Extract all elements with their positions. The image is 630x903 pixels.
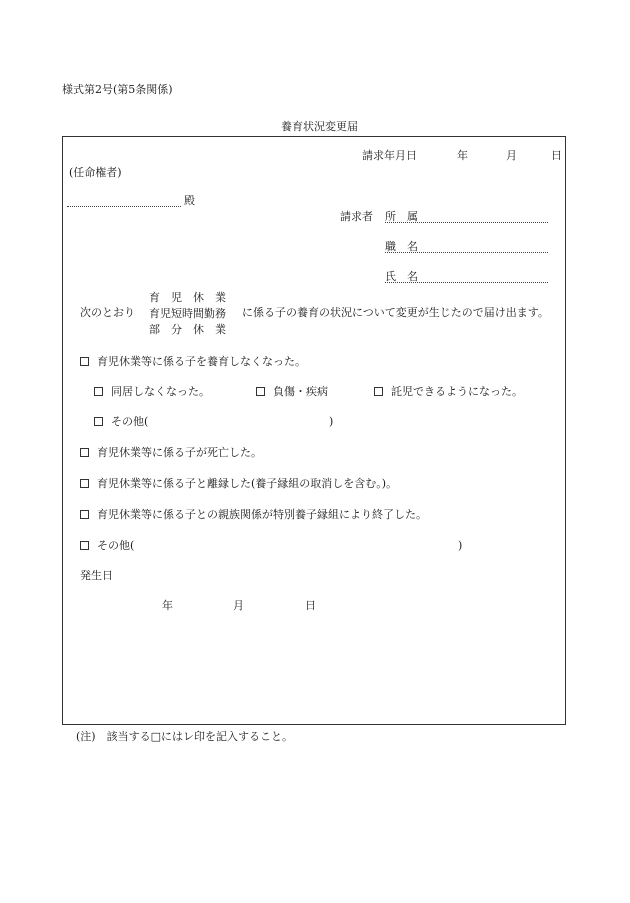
item-label: 託児できるようになった。 <box>391 385 523 398</box>
form-title: 養育状況変更届 <box>281 120 358 133</box>
item-label: 育児休業等に係る子との親族関係が特別養子縁組により終了した。 <box>97 508 427 521</box>
position-label: 職 名 <box>385 240 418 253</box>
requester-label: 請求者 <box>340 210 373 223</box>
checkbox[interactable] <box>80 357 89 366</box>
statement-suffix: に係る子の養育の状況について変更が生じたので届け出ます。 <box>242 306 549 319</box>
checkbox[interactable] <box>374 387 383 396</box>
checkbox[interactable] <box>80 479 89 488</box>
checkbox[interactable] <box>80 510 89 519</box>
checkbox[interactable] <box>94 387 103 396</box>
item-no-longer-raising <box>80 356 306 367</box>
affiliation-label: 所 属 <box>385 210 418 223</box>
occurrence-year: 年 <box>162 599 173 612</box>
position-field[interactable] <box>385 252 548 253</box>
footnote: (注) 該当する□にはレ印を記入すること。 <box>76 730 293 743</box>
item-other <box>80 540 134 551</box>
addressee-field[interactable] <box>67 206 181 207</box>
statement-prefix: 次のとおり <box>80 306 135 319</box>
leave-type-partial: 部 分 休 業 <box>149 323 226 336</box>
subitem-injury <box>256 386 328 397</box>
request-date-day: 日 <box>551 149 562 162</box>
item-label: その他( <box>111 415 149 428</box>
leave-type-childcare: 育 児 休 業 <box>149 291 226 304</box>
checkbox[interactable] <box>94 417 103 426</box>
subitem-daycare <box>374 386 523 397</box>
item-child-died <box>80 447 262 458</box>
form-number: 様式第2号(第5条関係) <box>62 83 173 96</box>
affiliation-field[interactable] <box>385 222 548 223</box>
item-label: 同居しなくなった。 <box>111 385 210 398</box>
item-label: 育児休業等に係る子を養育しなくなった。 <box>97 355 306 368</box>
item-label: その他( <box>97 539 135 552</box>
name-label: 氏 名 <box>385 270 418 283</box>
subitem-other <box>94 416 148 427</box>
request-date-month: 月 <box>506 149 517 162</box>
subitem-no-cohabit <box>94 386 210 397</box>
item-label: 負傷・疾病 <box>273 385 328 398</box>
name-field[interactable] <box>385 282 548 283</box>
item-other-close: ) <box>458 539 463 552</box>
occurrence-month: 月 <box>233 599 244 612</box>
request-date-label: 請求年月日 <box>362 149 417 162</box>
item-separated <box>80 478 397 489</box>
item-label: 育児休業等に係る子が死亡した。 <box>97 446 262 459</box>
item-adoption-ended <box>80 509 427 520</box>
item-label: 育児休業等に係る子と離縁した(養子縁組の取消しを含む。)。 <box>97 477 398 490</box>
occurrence-label: 発生日 <box>80 569 113 582</box>
occurrence-day: 日 <box>305 599 316 612</box>
leave-type-options <box>149 290 226 338</box>
appointer-label: (任命権者) <box>69 166 122 179</box>
leave-type-short-hours: 育児短時間勤務 <box>149 307 226 320</box>
checkbox[interactable] <box>256 387 265 396</box>
form-box <box>62 136 566 725</box>
subitem-other-close: ) <box>329 415 334 428</box>
checkbox[interactable] <box>80 448 89 457</box>
request-date-year: 年 <box>457 149 468 162</box>
checkbox[interactable] <box>80 541 89 550</box>
addressee-suffix: 殿 <box>184 194 195 207</box>
